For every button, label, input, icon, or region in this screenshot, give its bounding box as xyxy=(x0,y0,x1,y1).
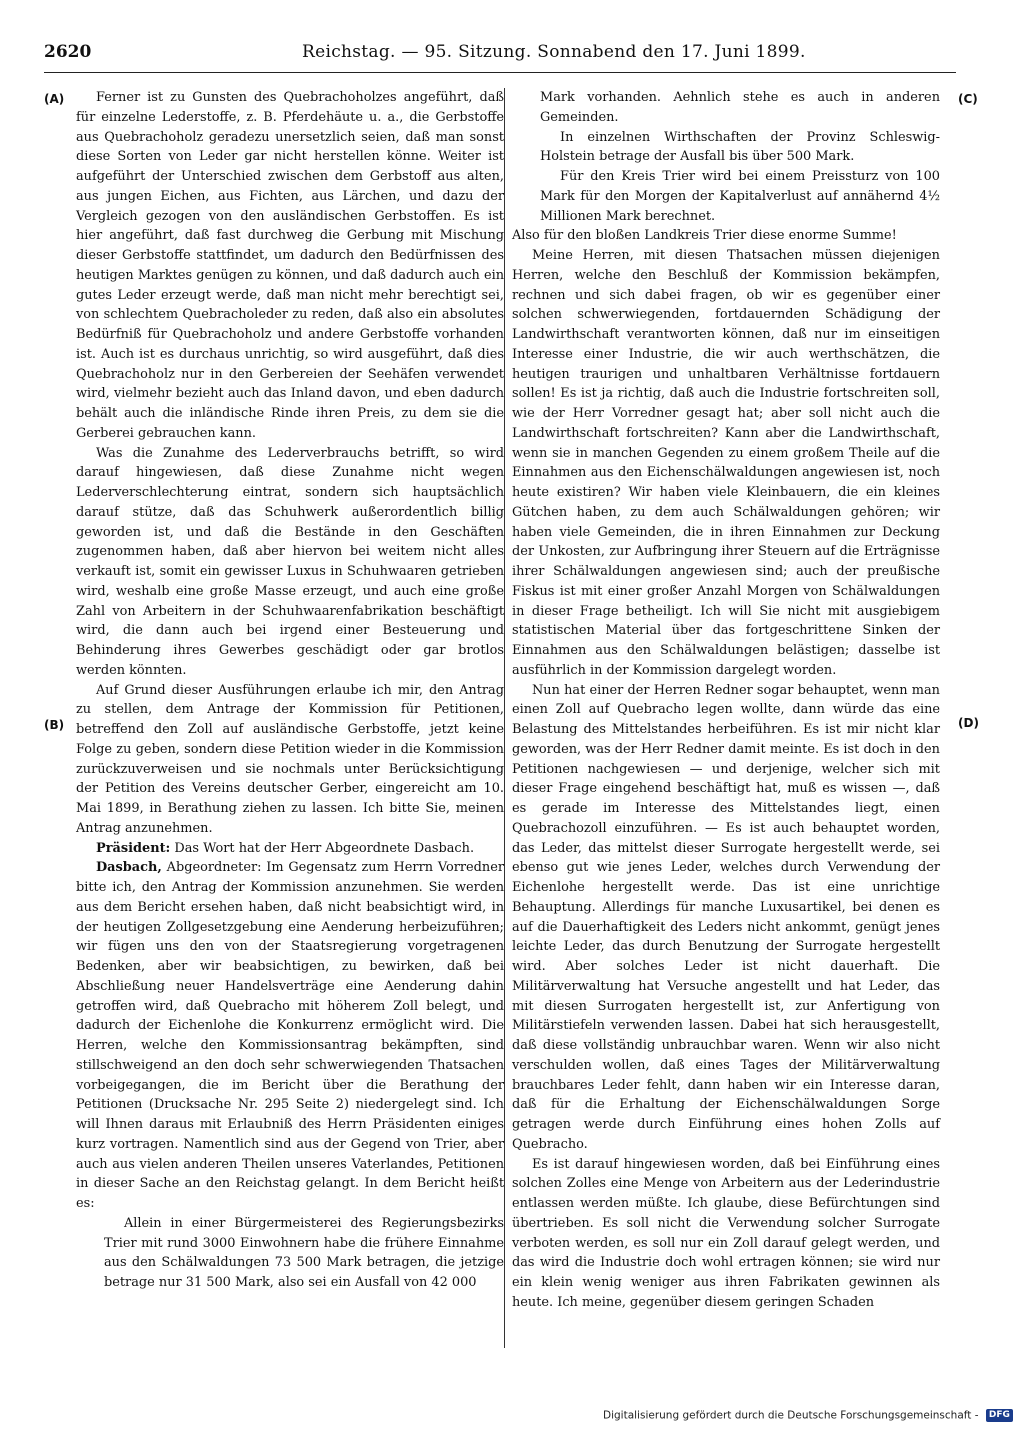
quoted-paragraph: Mark vorhanden. Aehnlich stehe es auch in anderen Gemeinden. xyxy=(540,90,940,125)
left-column xyxy=(76,88,504,1293)
paragraph xyxy=(76,839,504,859)
paragraph: Es ist darauf hingewiesen worden, daß bei Einführung eines solchen Zolles eine Menge von Arbeitern aus der Lederindustrie entlassen werden müßte. Ich glaube, diese Befürchtungen sind übertrieben. Es soll nicht die Verwendung solcher Surrogate verboten werden, es soll nur ein Zoll darauf gelegt werden, und das wird die Industrie doch wohl ertragen können; sie wird nur ein klein wenig weniger aus ihren Fabrikaten gewinnen als heute. Ich meine, gegenüber diesem geringen Schaden xyxy=(512,1156,940,1310)
running-title: Reichstag. — 95. Sitzung. Sonnabend den 17. Juni 1899. xyxy=(302,42,806,62)
right-column xyxy=(512,88,940,1313)
digitization-credit xyxy=(603,1409,1010,1425)
quoted-paragraph: Allein in einer Bürgermeisterei des Regierungsbezirks Trier mit rund 3000 Einwohnern habe die frühere Einnahme aus den Schälwaldungen 73 500 Mark betragen, die jetzige betrage nur 31 500 Mark, also sei ein Ausfall von 42 000 xyxy=(104,1215,504,1290)
paragraph: Ferner ist zu Gunsten des Quebrachoholzes angeführt, daß für einzelne Lederstoffe, z. B. Pferdehäute u. a., die Gerbstoffe aus Quebrachoholz geradezu unersetzlich seien, daß man sonst diese Sorten von Leder gar nicht herstellen könne. Weiter ist aufgeführt der Unterschied zwischen dem Gerbstoff aus alten, aus jungen Eichen, aus Fichten, aus Lärchen, und dazu der Vergleich gezogen von den ausländischen Gerbstoffen. Es ist hier angeführt, daß fast durchweg die Gerbung mit Mischung dieser Gerbstoffe stattfindet, um dadurch den Bedürfnissen des heutigen Marktes genügen zu können, und daß dadurch auch ein gutes Leder erzeugt werde, daß man nicht mehr berechtigt sei, von schlechtem Quebracholeder zu reden, daß also ein absolutes Bedürfniß für Quebrachoholz und andere Gerbstoffe vorhanden ist. Auch ist es durchaus unrichtig, so wird ausgeführt, daß dies Quebrachoholz nur in den Gerbereien der Seehäfen verwendet wird, vielmehr bezieht auch das Inland davon, und eben dadurch behält auch die inländische Rinde ihren Preis, zu dem sie die Gerberei gebrauchen kann. xyxy=(76,90,504,441)
speaker-name: Dasbach, xyxy=(96,860,162,876)
quoted-paragraph: Für den Kreis Trier wird bei einem Preissturz von 100 Mark für den Morgen der Kapitalverlust auf annähernd 4½ Millionen Mark berechnet. xyxy=(540,169,940,224)
margin-marker-d: (D) xyxy=(958,716,979,730)
paragraph: Also für den bloßen Landkreis Trier diese enorme Summe! xyxy=(512,228,897,244)
column-divider xyxy=(504,88,505,1348)
margin-marker-b: (B) xyxy=(44,718,65,732)
margin-marker-c: (C) xyxy=(958,92,978,106)
speech-text: Abgeordneter: Im Gegensatz zum Herrn Vorredner bitte ich, den Antrag der Kommission anzunehmen. Sie werden aus dem Bericht ersehen haben, daß nicht beabsichtigt wird, in der heutigen Zollgesetzgebung eine Aenderung herbeizuführen; wir fügen uns den von der Staatsregierung vorgetragenen Bedenken, aber wir beabsichtigen, zu bewirken, daß bei Abschließung neuer Handelsverträge eine Aenderung dahin getroffen wird, daß Quebracho mit höherem Zoll belegt, und dadurch der Eichenlohe die Konkurrenz ermöglicht wird. Die Herren, welche den Kommissionsantrag bekämpften, sind stillschweigend an den doch sehr schwerwiegenden Thatsachen vorbeigegangen, die im Bericht über die Berathung der Petitionen (Drucksache Nr. 295 Seite 2) niedergelegt sind. Ich will Ihnen daraus mit Erlaubniß des Herrn Präsidenten einiges kurz vortragen. Namentlich sind aus der Gegend von Trier, aber auch aus vielen anderen Theilen unseres Vaterlandes, Petitionen in dieser Sache an den Reichstag gelangt. In dem Bericht heißt es: xyxy=(76,860,504,1211)
paragraph: Auf Grund dieser Ausführungen erlaube ich mir, den Antrag zu stellen, dem Antrage der Kommission für Petitionen, betreffend den Zoll auf ausländische Gerbstoffe, jetzt keine Folge zu geben, sondern diese Petition wieder in die Kommission zurückzuverweisen und sie nochmals unter Berücksichtigung der Petition des Vereins deutscher Gerber, eingereicht am 10. Mai 1899, in Berathung ziehen zu lassen. Ich bitte Sie, meinen Antrag anzunehmen. xyxy=(76,682,504,836)
speech-text: Das Wort hat der Herr Abgeordnete Dasbach. xyxy=(170,840,475,856)
margin-marker-a: (A) xyxy=(44,92,65,106)
credit-text: Digitalisierung gefördert durch die Deutsche Forschungsgemeinschaft - xyxy=(603,1409,979,1422)
dfg-logo-icon: DFG xyxy=(986,1409,1013,1422)
quoted-paragraph: In einzelnen Wirthschaften der Provinz Schleswig-Holstein betrage der Ausfall bis über 500 Mark. xyxy=(540,129,940,165)
page-header xyxy=(44,42,956,73)
speaker-name: Präsident: xyxy=(96,840,171,856)
paragraph xyxy=(76,858,504,1214)
paragraph: Nun hat einer der Herren Redner sogar behauptet, wenn man einen Zoll auf Quebracho legen wollte, dann würde das eine Belastung des Mittelstandes herbeiführen. Es ist mir nicht klar geworden, was der Herr Redner damit meinte. Es ist doch in den Petitionen nachgewiesen — und derjenige, welcher sich mit dieser Frage eingehend beschäftigt hat, muß es wissen —, daß es gerade im Interesse des Mittelstandes liegt, einen Quebrachozoll einzuführen. — Es ist auch behauptet worden, das Leder, das mittelst dieser Surrogate hergestellt werde, sei ebenso gut wie jenes Leder, welches durch Verwendung der Eichenlohe hergestellt werde. Das ist eine unrichtige Behauptung. Allerdings für manche Luxusartikel, bei denen es auf die Dauerhaftigkeit des Leders nicht ankommt, genügt jenes leichte Leder, das durch Benutzung der Surrogate hergestellt wird. Aber solches Leder ist nicht dauerhaft. Die Militärverwaltung hat Versuche angestellt und hat Leder, das mit diesen Surrogaten hergestellt ist, zur Anfertigung von Militärstiefeln verwenden lassen. Dabei hat sich herausgestellt, daß diese vollständig unbrauchbar waren. Wenn wir also nicht verschulden wollen, daß eines Tages der Militärverwaltung brauchbares Leder fehlt, dann haben wir ein Interesse daran, daß für die Erhaltung der Eichenschälwaldungen Sorge getragen werde durch Einführung eines hohen Zolls auf Quebracho. xyxy=(512,682,940,1152)
page-number: 2620 xyxy=(44,42,92,62)
paragraph: Was die Zunahme des Lederverbrauchs betrifft, so wird darauf hingewiesen, daß diese Zunahme nicht wegen Lederverschlechterung eintrat, sondern sich hauptsächlich darauf stütze, daß das Schuhwerk außerordentlich billig geworden ist, und daß die Bestände in den Geschäften zugenommen haben, daß aber hiervon bei weitem nicht alles verkauft ist, somit ein gewisser Luxus in Schuhwaaren getrieben wird, weshalb eine große Masse erzeugt, und auch eine große Zahl von Arbeitern in der Schuhwaarenfabrikation beschäftigt wird, die dann auch bei irgend einer Besteuerung und Behinderung ihres Gewerbes geschädigt oder gar brotlos werden könnten. xyxy=(76,445,504,678)
paragraph: Meine Herren, mit diesen Thatsachen müssen diejenigen Herren, welche den Beschluß der Kommission bekämpfen, rechnen und sich dabei fragen, ob wir es gegenüber einer solchen schwerwiegenden, fortdauernden Schädigung der Landwirthschaft verantworten können, daß nur im einseitigen Interesse einer Industrie, die wir auch werthschätzen, die heutigen traurigen und unhaltbaren Verhältnisse fortdauern sollen! Es ist ja richtig, daß auch die Industrie fortschreiten soll, wie der Herr Vorredner gesagt hat; aber soll nicht auch die Landwirthschaft fortschreiten? Kann aber die Landwirthschaft, wenn sie in manchen Gegenden zu einem großem Theile auf die Einnahmen aus den Eichenschälwaldungen angewiesen ist, noch heute existiren? Wir haben viele Kleinbauern, die ein kleines Gütchen haben, zu dem auch Schälwaldungen gehören; wir haben viele Gemeinden, die in ihren Einnahmen zur Deckung der Unkosten, zur Aufbringung ihrer Steuern auf die Erträgnisse ihrer Schälwaldungen angewiesen sind; auch der preußische Fiskus ist mit einer großer Anzahl Morgen von Schälwaldungen in dieser Frage betheiligt. Ich will Sie nicht mit ausgiebigem statistischen Material über das fortgeschrittene Sinken der Einnahmen aus den Schälwaldungen belästigen; dasselbe ist ausführlich in der Kommission dargelegt worden. xyxy=(512,248,940,678)
